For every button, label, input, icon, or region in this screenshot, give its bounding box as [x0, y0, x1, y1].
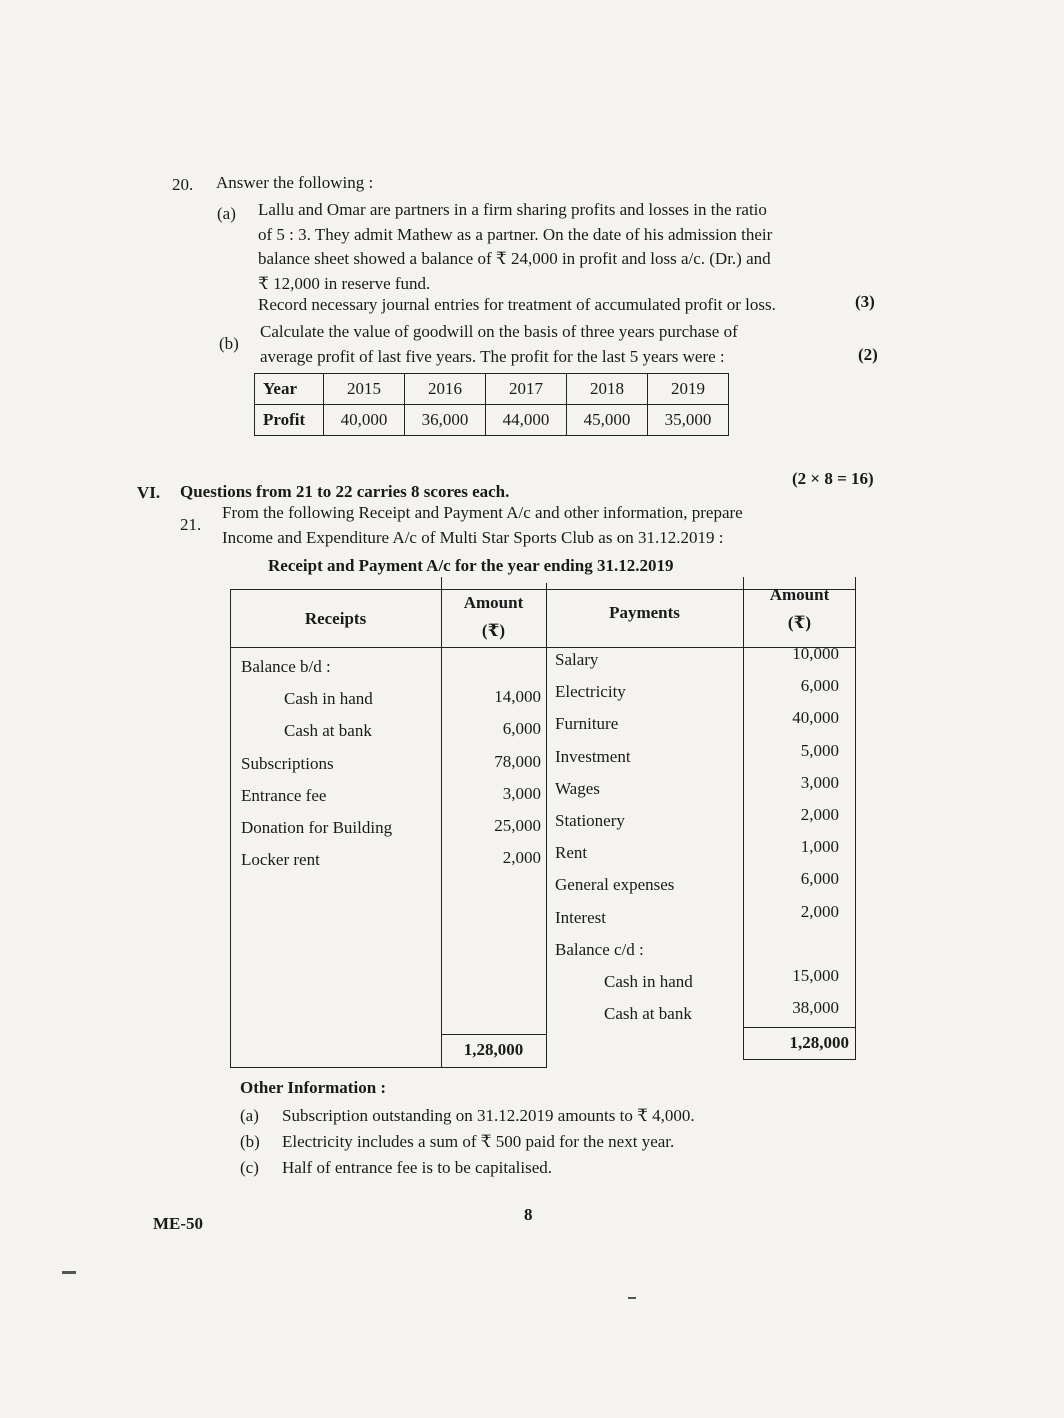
scan-mark [628, 1297, 636, 1299]
other-info-text: Electricity includes a sum of ₹ 500 paid for the next year. [282, 1132, 675, 1151]
part-a-line: Lallu and Omar are partners in a firm sharing profits and losses in the ratio [258, 200, 767, 219]
part-a-text [258, 198, 858, 296]
year-header: Year [255, 374, 324, 405]
payment-amount: 15,000 [792, 966, 839, 985]
payment-amount: 6,000 [800, 676, 839, 696]
part-b-line: average profit of last five years. The profit for the last 5 years were : [260, 346, 725, 366]
payment-amount: 3,000 [800, 772, 839, 792]
year-cell: 2018 [567, 374, 648, 405]
payment-amount: 40,000 [792, 708, 839, 728]
payment-label: Electricity [555, 682, 626, 702]
table-right-border [855, 577, 856, 1059]
receipt-amount: 78,000 [494, 751, 541, 771]
question-20-number: 20. [172, 175, 194, 194]
payment-label: Investment [555, 746, 631, 766]
payment-total-bottom-line [743, 1059, 856, 1060]
payment-label: Cash at bank [604, 1004, 692, 1024]
part-b-marks: (2) [858, 345, 878, 364]
receipt-total-bottom-line [441, 1067, 547, 1068]
table-left-border [230, 589, 231, 1067]
other-info-label: (b) [240, 1132, 260, 1151]
part-a-line: of 5 : 3. They admit Mathew as a partner. On the date of his admission their [258, 224, 773, 244]
payment-label: Interest [555, 907, 606, 927]
payment-amount: 10,000 [792, 644, 839, 663]
other-info-label: (a) [240, 1106, 259, 1125]
payment-label: Salary [555, 650, 599, 669]
part-a-marks: (3) [855, 292, 875, 311]
profit-cell: 40,000 [324, 405, 405, 436]
table-bottom-border [230, 1067, 442, 1068]
receipt-rupee-header: (₹) [481, 621, 506, 640]
other-info-item [240, 1129, 695, 1155]
other-info-item [240, 1103, 695, 1129]
question-21-line: From the following Receipt and Payment A/c and other information, prepare [222, 503, 743, 522]
payments-divider [546, 583, 547, 1067]
section-marks: (2 × 8 = 16) [792, 469, 874, 488]
footer-code: ME-50 [153, 1214, 204, 1233]
section-numeral: VI. [137, 483, 161, 502]
receipt-amount: 2,000 [502, 848, 541, 868]
profit-header: Profit [255, 405, 324, 436]
payment-amount: 5,000 [800, 740, 839, 760]
receipt-amount: 3,000 [502, 783, 541, 803]
footer-page-number: 8 [524, 1205, 533, 1224]
payments-header: Payments [609, 603, 680, 622]
year-cell: 2017 [486, 374, 567, 405]
table-row [255, 405, 729, 436]
year-cell: 2015 [324, 374, 405, 405]
payment-total-top-line [743, 1027, 856, 1028]
receipts-header: Receipts [304, 609, 367, 628]
other-info-list [240, 1103, 695, 1181]
payment-rupee-header: (₹) [787, 613, 812, 632]
payment-label: Rent [555, 843, 588, 863]
payment-label: Wages [555, 778, 600, 798]
receipt-amount: 6,000 [502, 719, 541, 739]
payment-amount-header: Amount [769, 585, 830, 604]
receipt-total-top-line [441, 1034, 547, 1035]
payment-amount: 2,000 [800, 805, 839, 824]
profit-cell: 36,000 [405, 405, 486, 436]
part-b-label: (b) [219, 334, 239, 353]
receipt-label: Cash in hand [284, 689, 373, 709]
payment-amount: 2,000 [800, 901, 839, 921]
question-21-number: 21. [180, 515, 202, 534]
receipt-amount: 25,000 [494, 816, 541, 835]
scan-mark [62, 1271, 76, 1274]
question-21-line: Income and Expenditure A/c of Multi Star Sports Club as on 31.12.2019 : [222, 527, 724, 547]
payment-amount: 38,000 [792, 998, 839, 1018]
part-a-line: balance sheet showed a balance of ₹ 24,000 in profit and loss a/c. (Dr.) and [258, 249, 771, 268]
other-info-text: Subscription outstanding on 31.12.2019 amounts to ₹ 4,000. [282, 1106, 695, 1125]
rp-table-title: Receipt and Payment A/c for the year ending 31.12.2019 [268, 556, 674, 575]
payment-label: Stationery [555, 811, 625, 830]
receipt-label: Cash at bank [284, 721, 372, 741]
part-a-line: ₹ 12,000 in reserve fund. [258, 273, 431, 293]
part-b-text [260, 320, 860, 369]
part-a-label: (a) [217, 204, 236, 223]
profit-cell: 44,000 [486, 405, 567, 436]
other-info-label: (c) [240, 1158, 259, 1177]
payment-total: 1,28,000 [789, 1033, 849, 1052]
receipt-amount-header: Amount [463, 593, 524, 612]
receipt-label: Subscriptions [241, 753, 334, 773]
part-a-instruction: Record necessary journal entries for treatment of accumulated profit or loss. [258, 295, 776, 314]
receipt-label: Balance b/d : [241, 657, 331, 676]
payment-label: Furniture [555, 714, 619, 734]
profit-cell: 35,000 [648, 405, 729, 436]
receipt-total: 1,28,000 [463, 1040, 524, 1059]
year-cell: 2016 [405, 374, 486, 405]
receipt-amount: 14,000 [494, 687, 541, 707]
profit-table [254, 373, 729, 436]
payment-label: General expenses [555, 875, 675, 895]
payment-amount: 1,000 [800, 837, 839, 857]
receipt-payment-account [230, 577, 856, 1068]
other-info-text: Half of entrance fee is to be capitalised. [282, 1158, 552, 1177]
question-21-text [222, 501, 862, 550]
receipt-label: Entrance fee [241, 785, 327, 805]
other-info-item [240, 1155, 695, 1181]
table-row [255, 374, 729, 405]
payment-label: Balance c/d : [555, 939, 644, 959]
profit-cell: 45,000 [567, 405, 648, 436]
part-b-line: Calculate the value of goodwill on the basis of three years purchase of [260, 322, 738, 341]
question-20-title: Answer the following : [216, 173, 374, 192]
other-info-title: Other Information : [240, 1078, 387, 1097]
year-cell: 2019 [648, 374, 729, 405]
receipt-label: Locker rent [241, 850, 320, 870]
payment-amount: 6,000 [800, 869, 839, 889]
section-heading: Questions from 21 to 22 carries 8 scores each. [180, 482, 510, 501]
payment-label: Cash in hand [604, 972, 693, 991]
receipt-label: Donation for Building [241, 818, 393, 837]
